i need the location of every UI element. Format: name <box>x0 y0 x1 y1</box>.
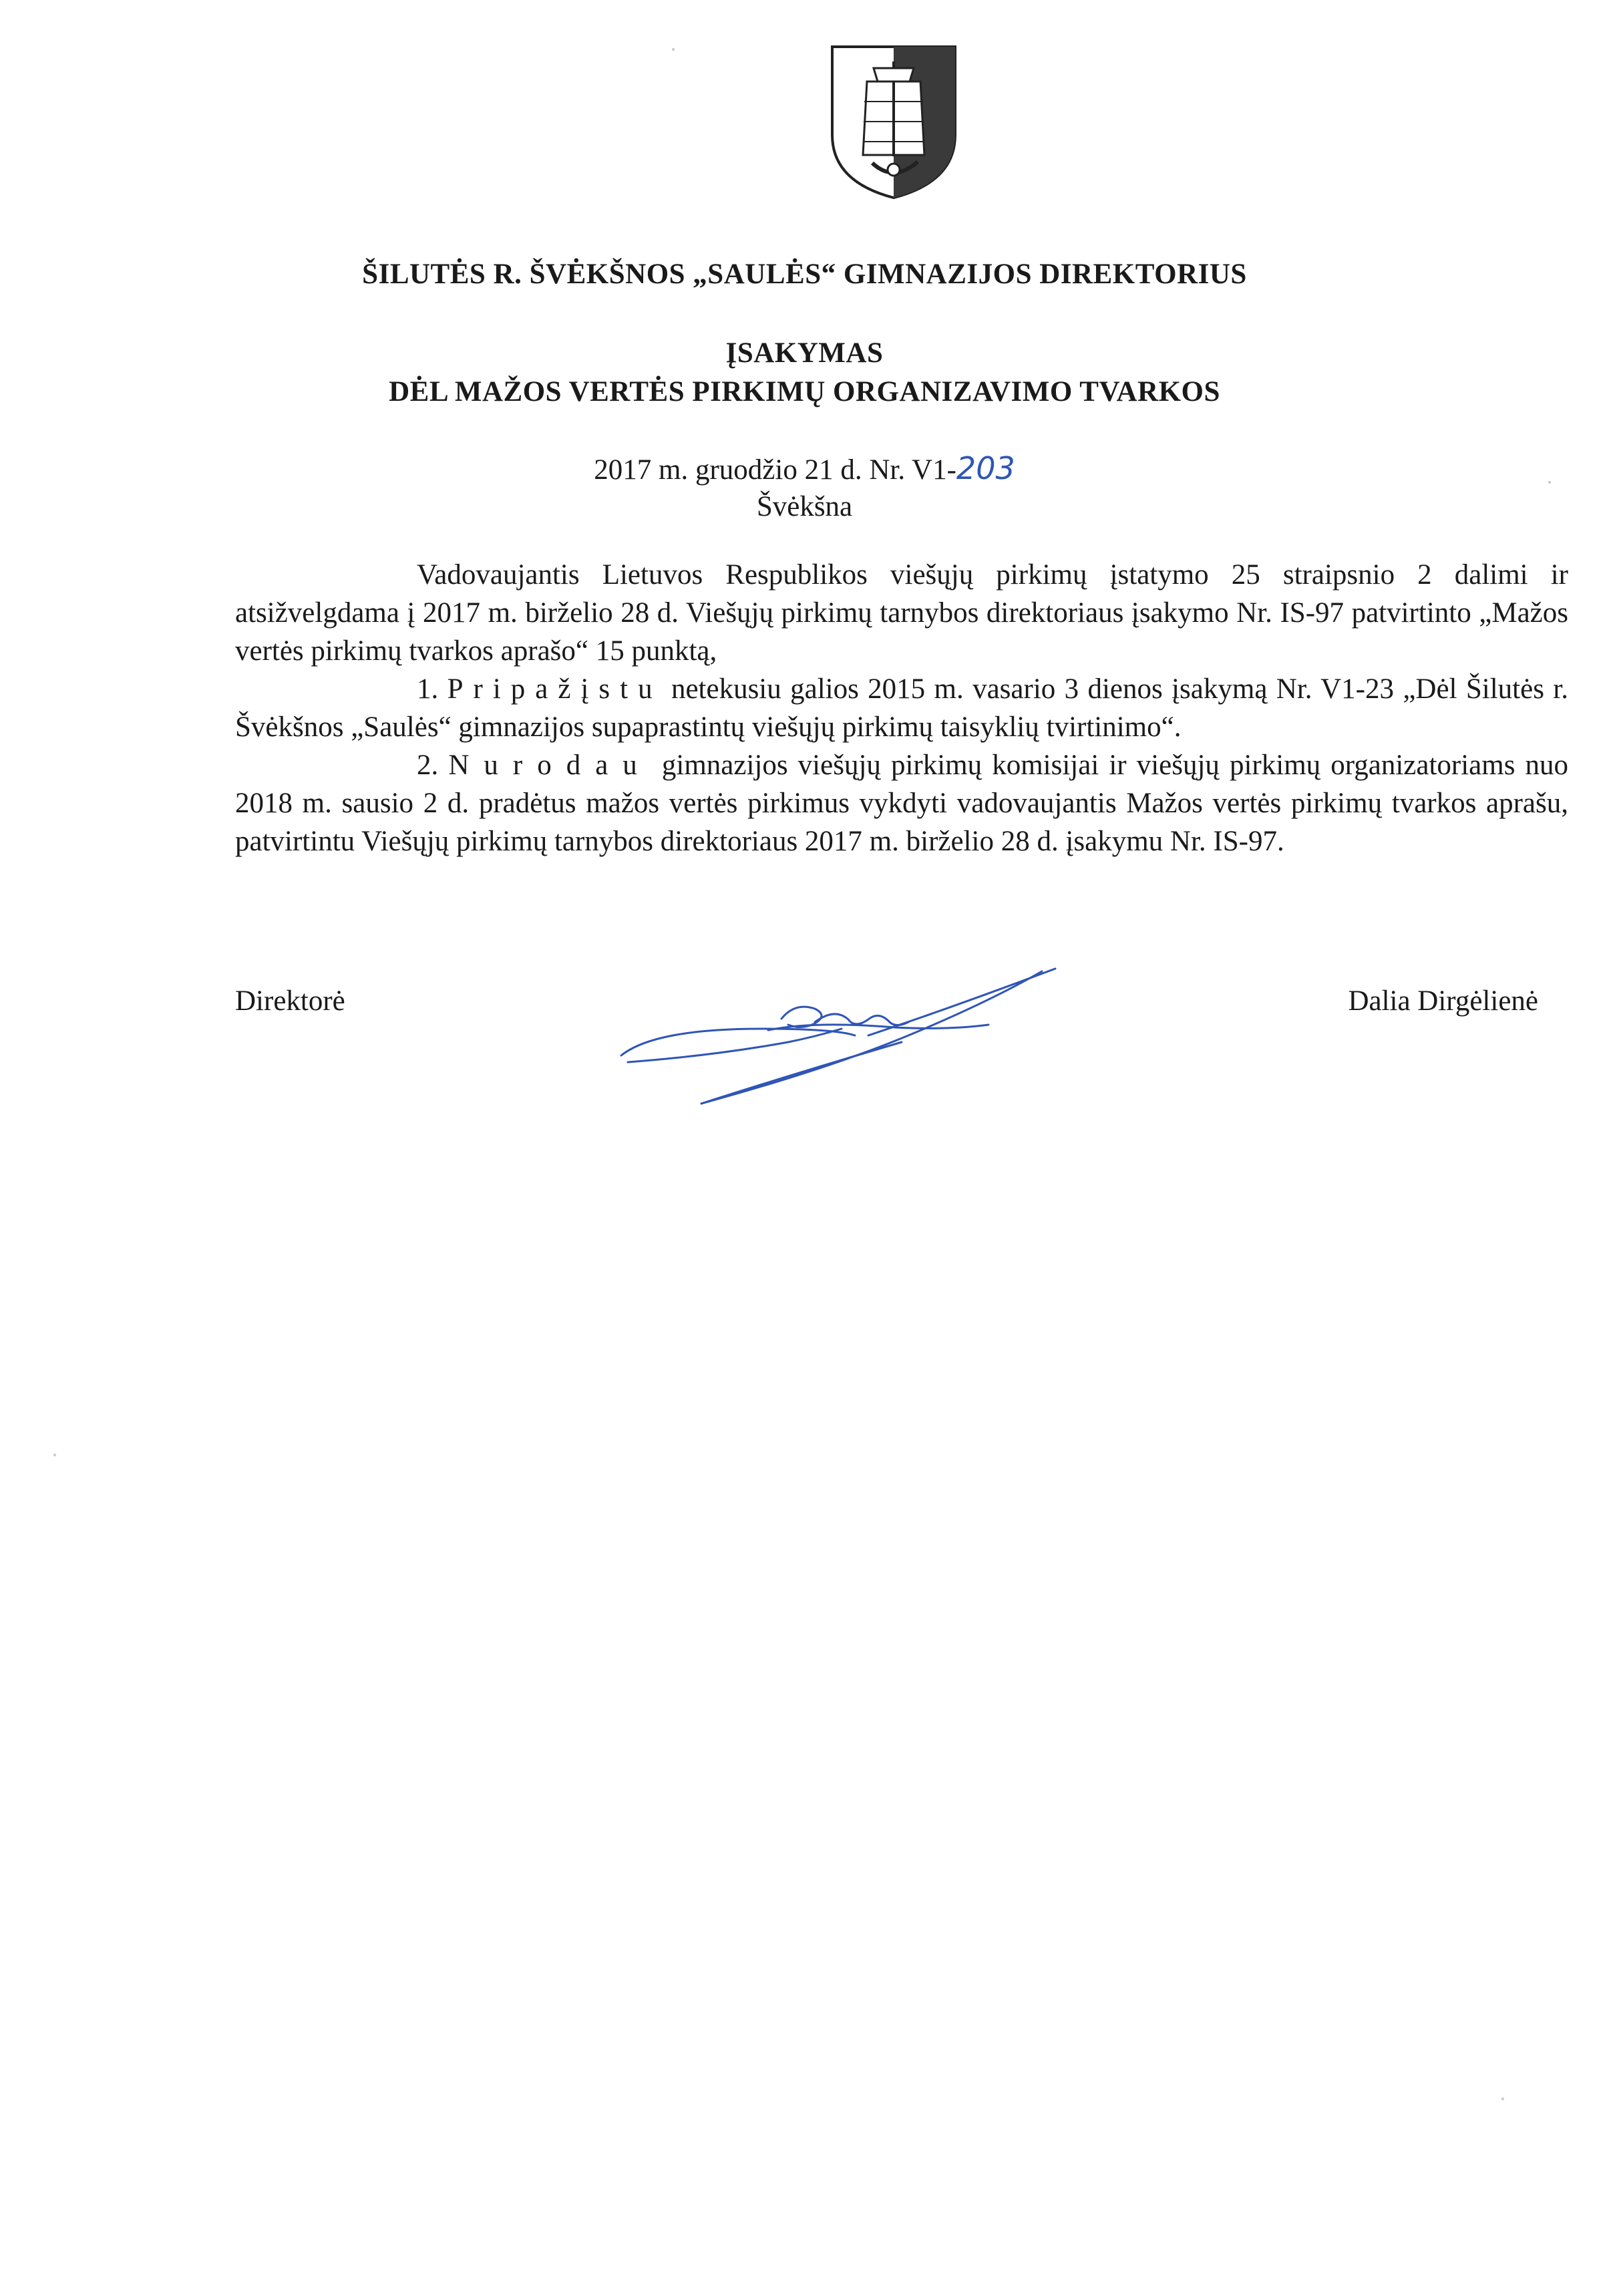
order-body <box>235 556 1568 860</box>
scan-speck <box>53 1454 56 1456</box>
preamble-paragraph: Vadovaujantis Lietuvos Respublikos viešųjų pirkimų įstatymo 25 straipsnio 2 dalimi ir atsižvelgdama į 2017 m. birželio 28 d. Viešųjų pirkimų tarnybos direktoriaus įsakymo Nr. IS-97 patvirtinto „Mažos vertės pirkimų tvarkos aprašo“ 15 punktą, <box>235 559 1568 667</box>
registration-date: 2017 m. gruodžio 21 d. Nr. V1- <box>594 454 956 486</box>
item-1-verb: Pripažįstu <box>447 673 663 705</box>
signatory-position: Direktorė <box>235 985 345 1017</box>
scan-speck <box>1548 481 1551 484</box>
item-1-number: 1. <box>417 673 439 705</box>
document-subject-heading: DĖL MAŽOS VERTĖS PIRKIMŲ ORGANIZAVIMO TVARKOS <box>389 376 1220 407</box>
signatory-name: Dalia Dirgėlienė <box>1348 985 1538 1017</box>
item-2-verb: Nurodau <box>448 750 652 781</box>
scan-speck <box>1501 2098 1504 2100</box>
order-item-1 <box>235 670 1568 746</box>
handwritten-signature <box>614 955 1069 1109</box>
coat-of-arms-emblem <box>827 41 960 202</box>
item-2-text: gimnazijos viešųjų pirkimų komisijai ir viešųjų pirkimų organizatoriams nuo 2018 m. sausio 2 d. pradėtus mažos vertės pirkimus vykdyti vadovaujantis Mažos vertės pirkimų tvarkos aprašu, patvirtintu Viešųjų pirkimų tarnybos direktoriaus 2017 m. birželio 28 d. įsakymu Nr. IS-97. <box>235 750 1569 857</box>
institution-heading: ŠILUTĖS R. ŠVĖKŠNOS „SAULĖS“ GIMNAZIJOS DIREKTORIUS <box>362 259 1247 290</box>
issue-place: Švėkšna <box>756 491 853 522</box>
item-2-number: 2. <box>417 750 439 781</box>
scan-speck <box>672 48 675 51</box>
registration-line <box>0 449 1609 490</box>
handwritten-registration-number: 203 <box>956 450 1015 486</box>
item-1-text: netekusiu galios 2015 m. vasario 3 dienos įsakymą Nr. V1-23 „Dėl Šilutės r. Švėkšnos „Saulės“ gimnazijos supaprastintų viešųjų pirkimų taisyklių tvirtinimo“. <box>235 673 1568 743</box>
order-item-2 <box>235 746 1568 860</box>
document-type-heading: ĮSAKYMAS <box>725 337 884 369</box>
